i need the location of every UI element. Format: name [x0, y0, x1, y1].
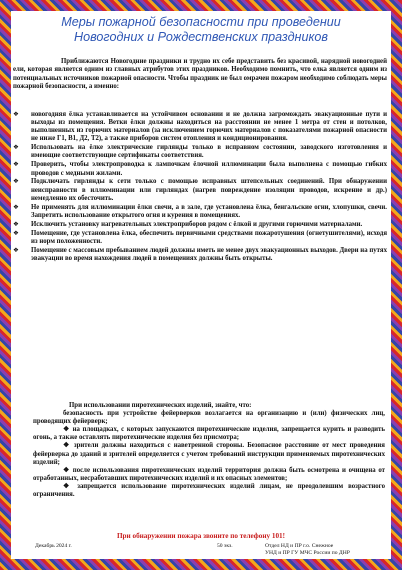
rule-item [11, 111, 387, 144]
issuing-organization [265, 543, 383, 557]
diamond-bullet-icon: ❖ [13, 246, 19, 254]
rule-item [11, 230, 387, 247]
rule-text: Подключать гирлянды к сети только с помощью исправных штепсельных соединений. При обнаружении неисправности в иллюминации или гирляндах (нагрев повреждение изоляции проводов, искрение и др.) немедленно их обесточить. [31, 178, 387, 202]
pyrotechnics-item: ❖ зрители должны находиться с наветренной стороны. Безопасное расстояние от мест проведения фейерверка до зданий и зрителей определяется с учетом требований инструкции применяемых пиротехнических изделий; [33, 442, 385, 466]
rule-item [11, 178, 387, 203]
leaflet-sheet [11, 11, 391, 559]
title-line-1: Меры пожарной безопасности при проведении [61, 15, 341, 29]
rule-text: Проверить, чтобы электропроводка к лампочкам ёлочной иллюминации была выполнена с помощью гибких проводов с медными жилами. [31, 161, 387, 177]
rule-text: Исключить установку нагревательных электроприборов рядом с ёлкой и другими горючими материалами. [31, 220, 363, 228]
title-line-2: Новогодних и Рождественских праздников [74, 30, 328, 44]
rules-list [11, 110, 387, 263]
pyrotechnics-heading: При использовании пиротехнических изделий, знайте, что: [69, 402, 252, 409]
diamond-bullet-icon: ❖ [13, 161, 19, 169]
emergency-call-line: При обнаружении пожара звоните по телефону 101! [116, 532, 286, 540]
rule-text: новогодняя ёлка устанавливается на устойчивом основании и не должна загромождать эвакуационные пути и выходы из помещения. Ветки ёлки должны находиться на расстоянии не менее 1 метра от стен и потолков, выполненных из горючих материалов (за исключением горючих материалов с показателями пожарной опасности не ниже Г1, В1, Д2, Т2), а также приборов систем отопления и кондиционирования. [31, 110, 387, 143]
rule-item [11, 204, 387, 221]
pyrotechnics-item: ❖ запрещается использование пиротехнических изделий лицам, не преодолевшим возрастного ограничения. [33, 482, 385, 499]
issue-date: Декабрь 2024 г. [35, 543, 72, 549]
rule-text: Использовать на ёлке электрические гирлянды только в исправном состоянии, заводского изготовления и имеющие соответствующие сертификаты соответствия. [31, 144, 387, 160]
diamond-bullet-icon: ❖ [13, 203, 19, 211]
rule-item [11, 144, 387, 161]
rule-item [11, 221, 387, 229]
diamond-bullet-icon: ❖ [13, 144, 19, 152]
diamond-bullet-icon: ❖ [13, 229, 19, 237]
rule-text: Не применять для иллюминации ёлки свечи, а в зале, где установлена ёлка, бенгальские огни, хлопушки, свечи. Запретить использование открытого огня и курения в помещениях. [31, 203, 387, 219]
pyrotechnics-item: ❖ на площадках, с которых запускаются пиротехнические изделия, запрещается курить и разводить огонь, а также оставлять пиротехнические изделия без присмотра; [33, 426, 385, 442]
pyrotechnics-item: безопасность при устройстве фейерверков возлагается на организацию и (или) физических лиц, проводящих фейерверк; [33, 410, 385, 426]
diamond-bullet-icon: ❖ [13, 178, 19, 186]
leaflet-title [19, 15, 383, 45]
rule-item [11, 161, 387, 178]
rule-text: Помещение, где установлена ёлка, обеспечить первичными средствами пожаротушения (огнетушителями), исходя из норм положенности. [31, 229, 387, 245]
rule-item [11, 247, 387, 264]
diamond-bullet-icon: ❖ [13, 220, 19, 228]
rule-text: Помещение с массовым пребыванием людей должны иметь не менее двух эвакуационных выходов. Двери на путях эвакуации во время нахождения людей в помещениях должны быть открыты. [31, 246, 387, 262]
intro-paragraph: Приближаются Новогодние праздники и трудно их себе представить без красивой, нарядной новогодней ели, которая является одним из главных атрибутов этих праздников. Необходимо помнить, что елка является одним из потенциальных источников пожарной опасности. Чтобы праздник не был омрачен пожаром необходимо соблюдать меры пожарной безопасности, а именно: [13, 58, 387, 91]
print-run: 50 экз. [217, 543, 233, 549]
org-line-2: УНД и ПР ГУ МЧС России по ДНР [265, 549, 350, 556]
org-line-1: Отдел НД и ПР г.о. Снежное [265, 543, 334, 549]
pyrotechnics-item: ❖ после использования пиротехнических изделий территория должна быть осмотрена и очищена от отработанных, несработавших пиротехнических изделий и их опасных элементов; [33, 466, 385, 482]
pyrotechnics-section [33, 402, 385, 499]
diamond-bullet-icon: ❖ [13, 110, 19, 118]
